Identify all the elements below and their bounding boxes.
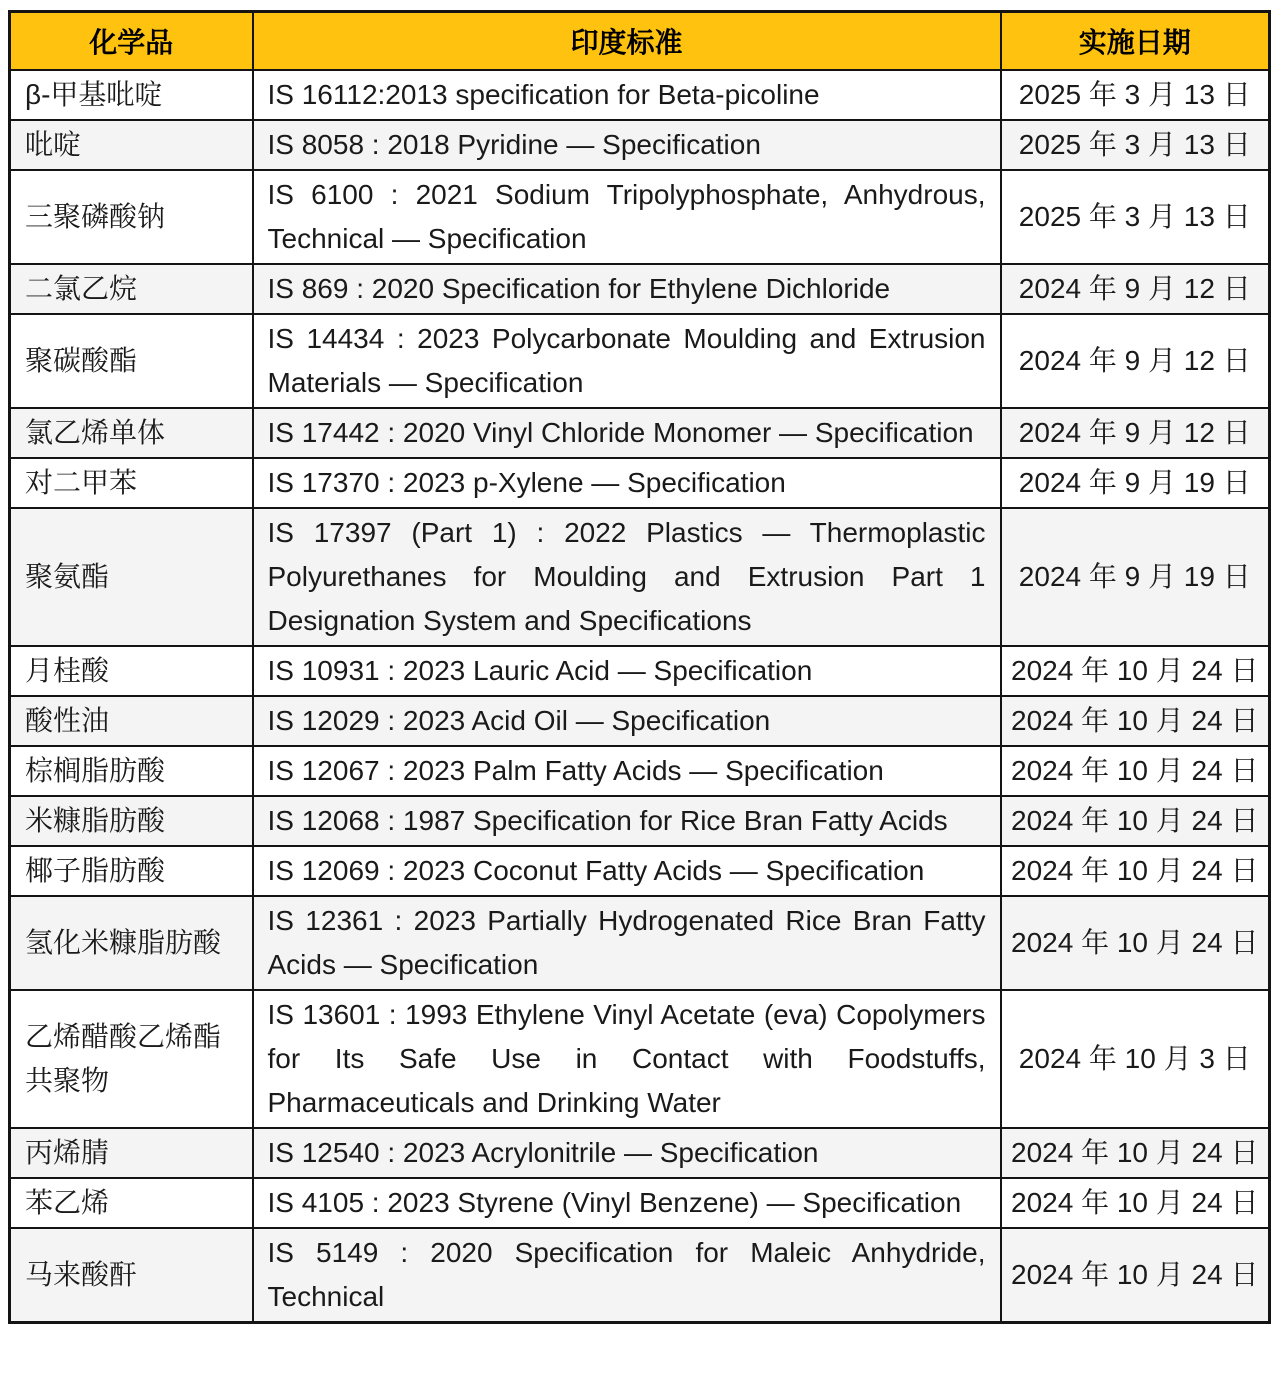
table-row [10,314,1270,408]
chemical-name-cell: 氢化米糠脂肪酸 [10,896,253,990]
india-standards-table [8,10,1271,1324]
table-row [10,458,1270,508]
chemical-name-cell: 马来酸酐 [10,1228,253,1323]
standard-cell: IS 6100 : 2021 Sodium Tripolyphosphate, Anhydrous, Technical — Specification [253,170,1001,264]
date-cell: 2024 年 9 月 19 日 [1001,508,1270,646]
standard-cell: IS 8058 : 2018 Pyridine — Specification [253,120,1001,170]
table-row [10,1178,1270,1228]
header-chemical: 化学品 [10,12,253,71]
chemical-name-cell: 苯乙烯 [10,1178,253,1228]
chemical-name-cell: 吡啶 [10,120,253,170]
date-cell: 2024 年 10 月 24 日 [1001,796,1270,846]
standard-cell: IS 12029 : 2023 Acid Oil — Specification [253,696,1001,746]
chemical-name-cell: 氯乙烯单体 [10,408,253,458]
table-header [10,12,1270,71]
table-row [10,264,1270,314]
date-cell: 2024 年 10 月 3 日 [1001,990,1270,1128]
standard-cell: IS 17397 (Part 1) : 2022 Plastics — Thermoplastic Polyurethanes for Moulding and Extrusion Part 1 Designation System and Specifications [253,508,1001,646]
standard-cell: IS 10931 : 2023 Lauric Acid — Specification [253,646,1001,696]
date-cell: 2025 年 3 月 13 日 [1001,170,1270,264]
standard-cell: IS 12361 : 2023 Partially Hydrogenated Rice Bran Fatty Acids — Specification [253,896,1001,990]
chemical-name-cell: 米糠脂肪酸 [10,796,253,846]
table-row [10,896,1270,990]
table-row [10,846,1270,896]
standards-table-container [8,10,1271,1324]
chemical-name-cell: β-甲基吡啶 [10,70,253,120]
date-cell: 2024 年 10 月 24 日 [1001,1178,1270,1228]
standard-cell: IS 12068 : 1987 Specification for Rice Bran Fatty Acids [253,796,1001,846]
standard-cell: IS 14434 : 2023 Polycarbonate Moulding and Extrusion Materials — Specification [253,314,1001,408]
date-cell: 2024 年 10 月 24 日 [1001,896,1270,990]
date-cell: 2024 年 10 月 24 日 [1001,1228,1270,1323]
table-row [10,1128,1270,1178]
chemical-name-cell: 对二甲苯 [10,458,253,508]
chemical-name-cell: 棕榈脂肪酸 [10,746,253,796]
header-standard: 印度标准 [253,12,1001,71]
date-cell: 2024 年 10 月 24 日 [1001,846,1270,896]
date-cell: 2024 年 10 月 24 日 [1001,646,1270,696]
chemical-name-cell: 三聚磷酸钠 [10,170,253,264]
standard-cell: IS 12540 : 2023 Acrylonitrile — Specification [253,1128,1001,1178]
chemical-name-cell: 月桂酸 [10,646,253,696]
table-row [10,1228,1270,1323]
table-row [10,746,1270,796]
chemical-name-cell: 酸性油 [10,696,253,746]
standard-cell: IS 12069 : 2023 Coconut Fatty Acids — Specification [253,846,1001,896]
table-row [10,990,1270,1128]
chemical-name-cell: 聚氨酯 [10,508,253,646]
chemical-name-cell: 椰子脂肪酸 [10,846,253,896]
date-cell: 2024 年 10 月 24 日 [1001,746,1270,796]
chemical-name-cell: 乙烯醋酸乙烯酯共聚物 [10,990,253,1128]
standard-cell: IS 869 : 2020 Specification for Ethylene Dichloride [253,264,1001,314]
table-row [10,70,1270,120]
date-cell: 2025 年 3 月 13 日 [1001,70,1270,120]
date-cell: 2025 年 3 月 13 日 [1001,120,1270,170]
standard-cell: IS 17442 : 2020 Vinyl Chloride Monomer — Specification [253,408,1001,458]
standard-cell: IS 4105 : 2023 Styrene (Vinyl Benzene) — Specification [253,1178,1001,1228]
standard-cell: IS 5149 : 2020 Specification for Maleic Anhydride, Technical [253,1228,1001,1323]
header-date: 实施日期 [1001,12,1270,71]
table-row [10,408,1270,458]
date-cell: 2024 年 9 月 19 日 [1001,458,1270,508]
table-row [10,508,1270,646]
standard-cell: IS 17370 : 2023 p-Xylene — Specification [253,458,1001,508]
date-cell: 2024 年 10 月 24 日 [1001,1128,1270,1178]
date-cell: 2024 年 9 月 12 日 [1001,408,1270,458]
standard-cell: IS 13601 : 1993 Ethylene Vinyl Acetate (eva) Copolymers for Its Safe Use in Contact with Foodstuffs, Pharmaceuticals and Drinking Water [253,990,1001,1128]
date-cell: 2024 年 9 月 12 日 [1001,314,1270,408]
standard-cell: IS 16112:2013 specification for Beta-picoline [253,70,1001,120]
chemical-name-cell: 聚碳酸酯 [10,314,253,408]
table-body [10,70,1270,1323]
header-row [10,12,1270,71]
table-row [10,170,1270,264]
table-row [10,646,1270,696]
table-row [10,120,1270,170]
standard-cell: IS 12067 : 2023 Palm Fatty Acids — Specification [253,746,1001,796]
date-cell: 2024 年 9 月 12 日 [1001,264,1270,314]
chemical-name-cell: 二氯乙烷 [10,264,253,314]
table-row [10,696,1270,746]
date-cell: 2024 年 10 月 24 日 [1001,696,1270,746]
table-row [10,796,1270,846]
chemical-name-cell: 丙烯腈 [10,1128,253,1178]
